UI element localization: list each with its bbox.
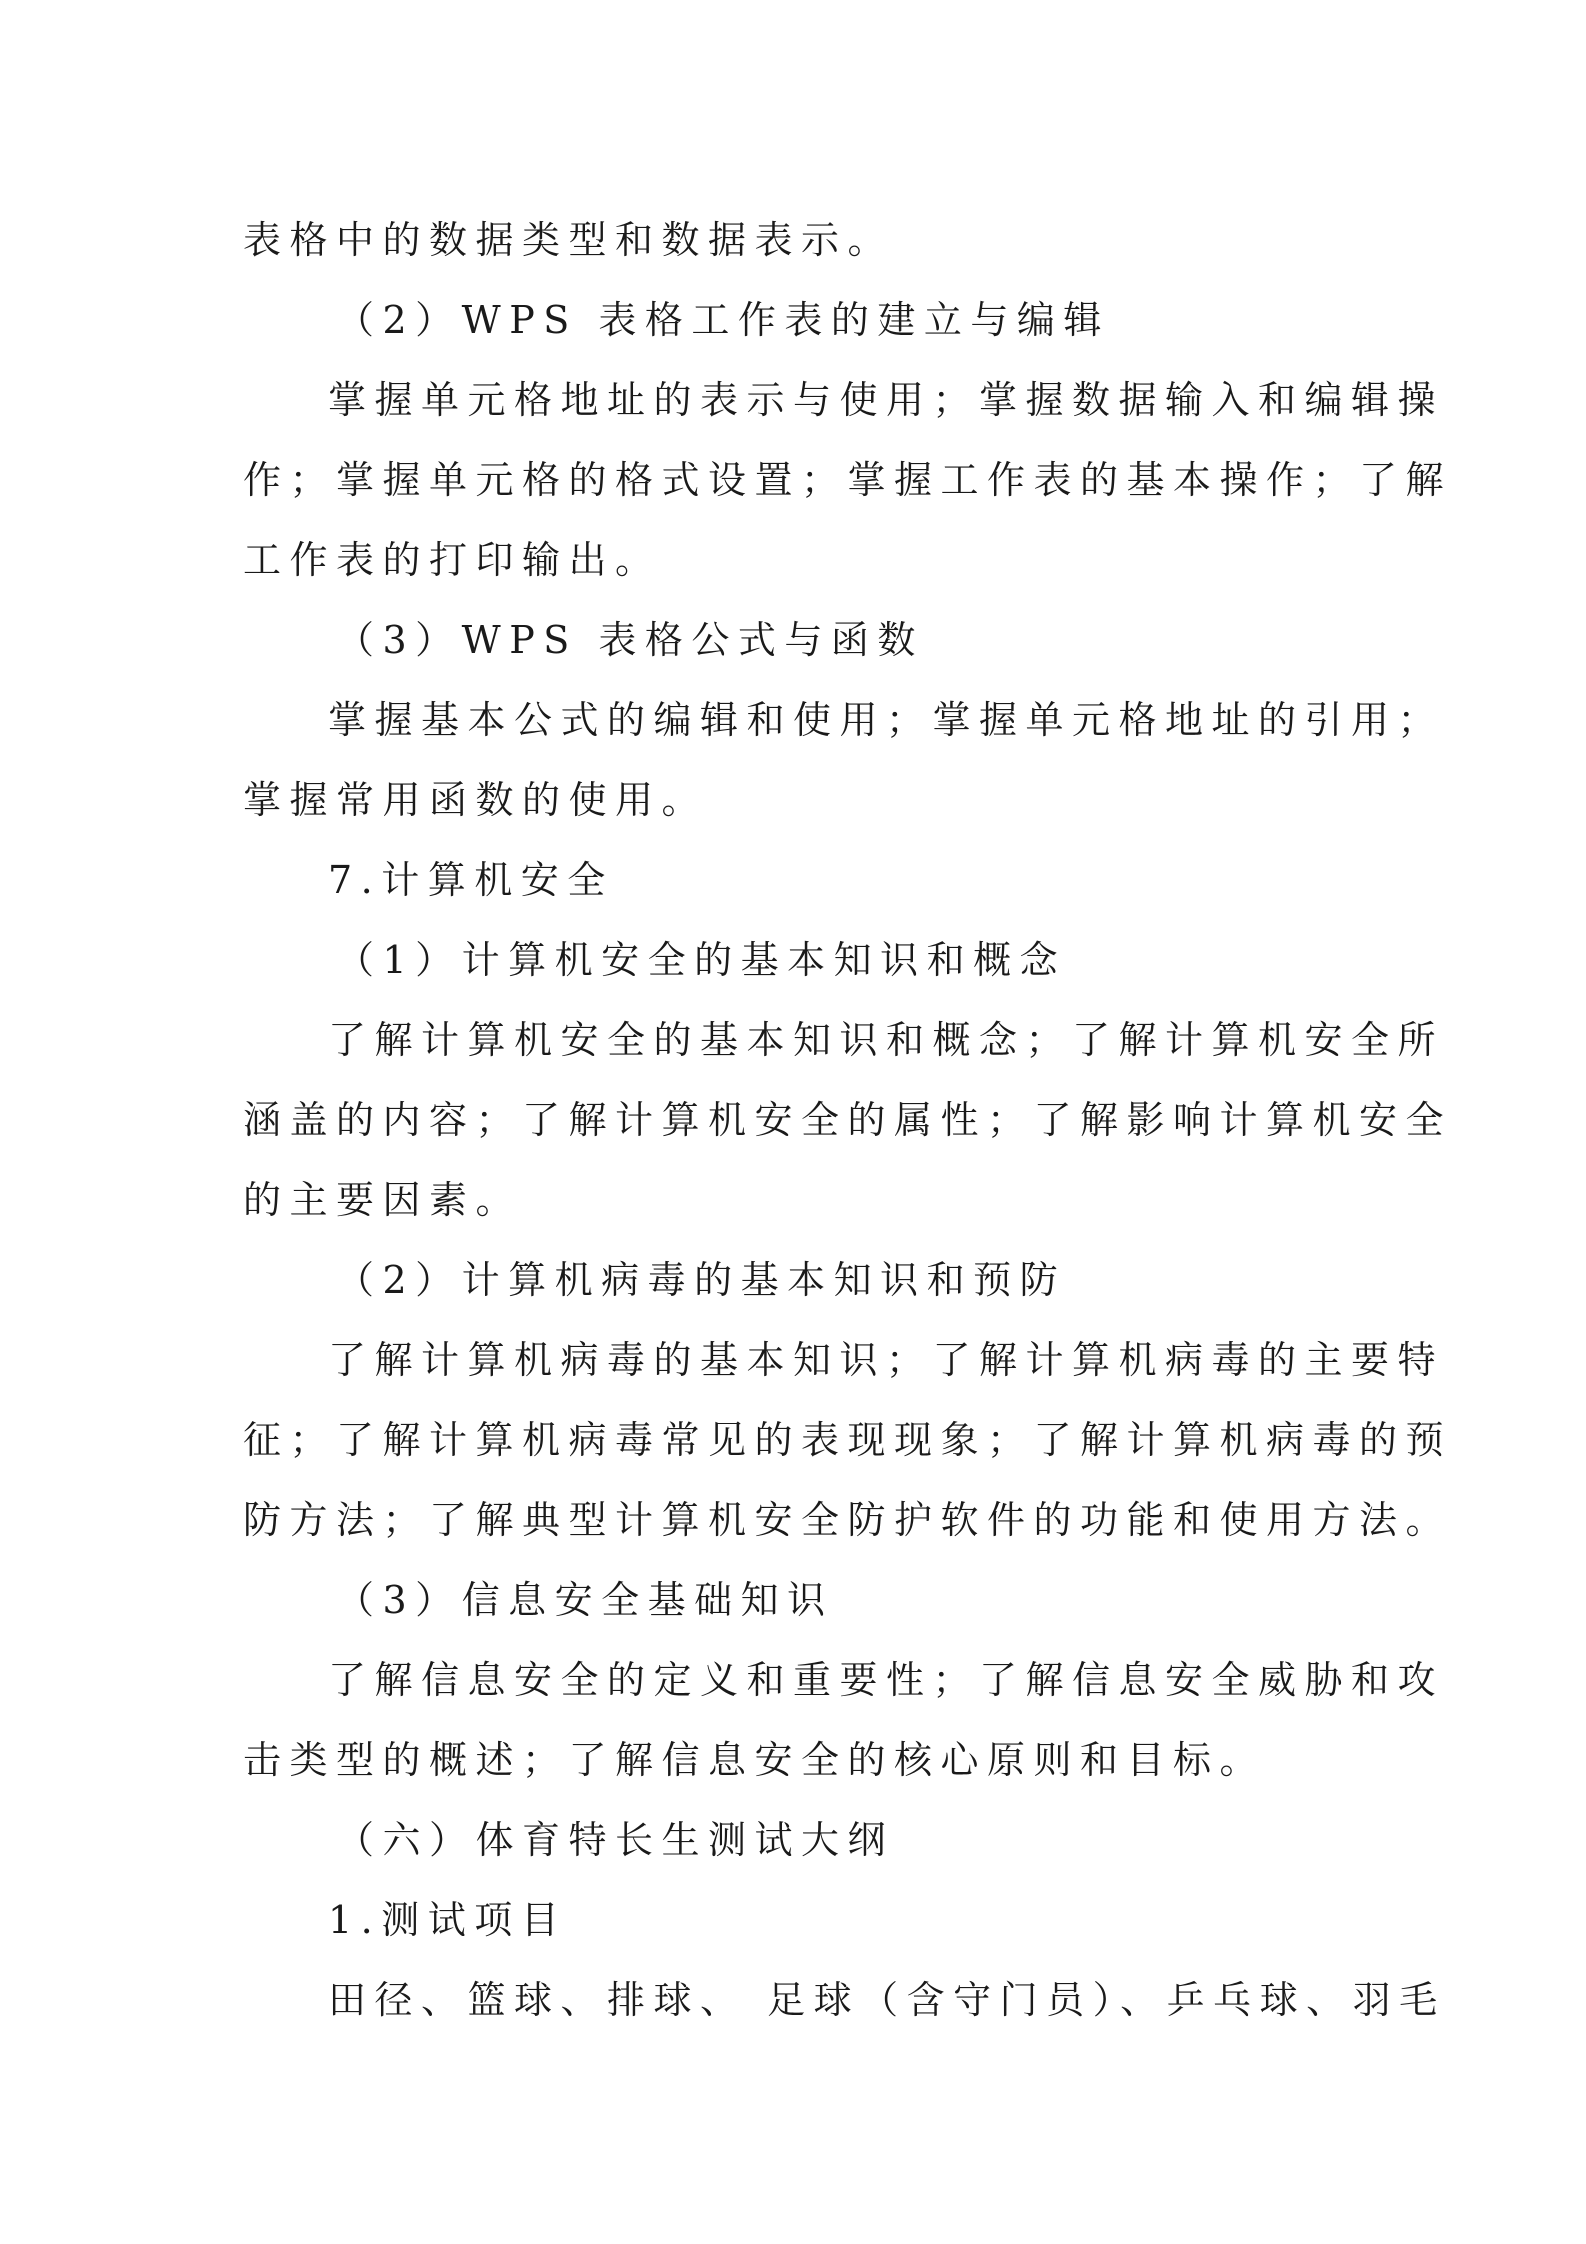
text-line: 工作表的打印输出。: [243, 538, 662, 582]
text-line: 掌握单元格地址的表示与使用；掌握数据输入和编辑操: [328, 378, 1445, 422]
text-line: 了解计算机安全的基本知识和概念；了解计算机安全所: [328, 1018, 1445, 1062]
text-line: 作；掌握单元格的格式设置；掌握工作表的基本操作；了解: [243, 458, 1453, 502]
subsection-heading: （3）信息安全基础知识: [336, 1578, 834, 1622]
text-line: 了解计算机病毒的基本知识；了解计算机病毒的主要特: [328, 1338, 1445, 1382]
subsection-heading: （1）计算机安全的基本知识和概念: [336, 938, 1067, 982]
text-line: 击类型的概述；了解信息安全的核心原则和目标。: [243, 1738, 1267, 1782]
text-line: 田径、篮球、排球、 足球（含守门员）、乒乓球、羽毛: [328, 1978, 1446, 2022]
section-heading: 1.测试项目: [328, 1898, 568, 1942]
section-heading: 7.计算机安全: [328, 858, 614, 902]
text-line: 掌握基本公式的编辑和使用；掌握单元格地址的引用；: [328, 698, 1445, 742]
text-line: 表格中的数据类型和数据表示。: [243, 218, 895, 262]
text-line: 的主要因素。: [243, 1178, 523, 1222]
text-line: 掌握常用函数的使用。: [243, 778, 709, 822]
section-heading: （六）体育特长生测试大纲: [336, 1818, 895, 1862]
subsection-heading: （3）WPS 表格公式与函数: [336, 618, 924, 662]
subsection-heading: （2）计算机病毒的基本知识和预防: [336, 1258, 1067, 1302]
text-line: 了解信息安全的定义和重要性；了解信息安全威胁和攻: [328, 1658, 1445, 1702]
text-line: 涵盖的内容；了解计算机安全的属性；了解影响计算机安全: [243, 1098, 1453, 1142]
text-line: 征；了解计算机病毒常见的表现现象；了解计算机病毒的预: [243, 1418, 1453, 1462]
text-line: 防方法；了解典型计算机安全防护软件的功能和使用方法。: [243, 1498, 1453, 1542]
subsection-heading: （2）WPS 表格工作表的建立与编辑: [336, 298, 1110, 342]
